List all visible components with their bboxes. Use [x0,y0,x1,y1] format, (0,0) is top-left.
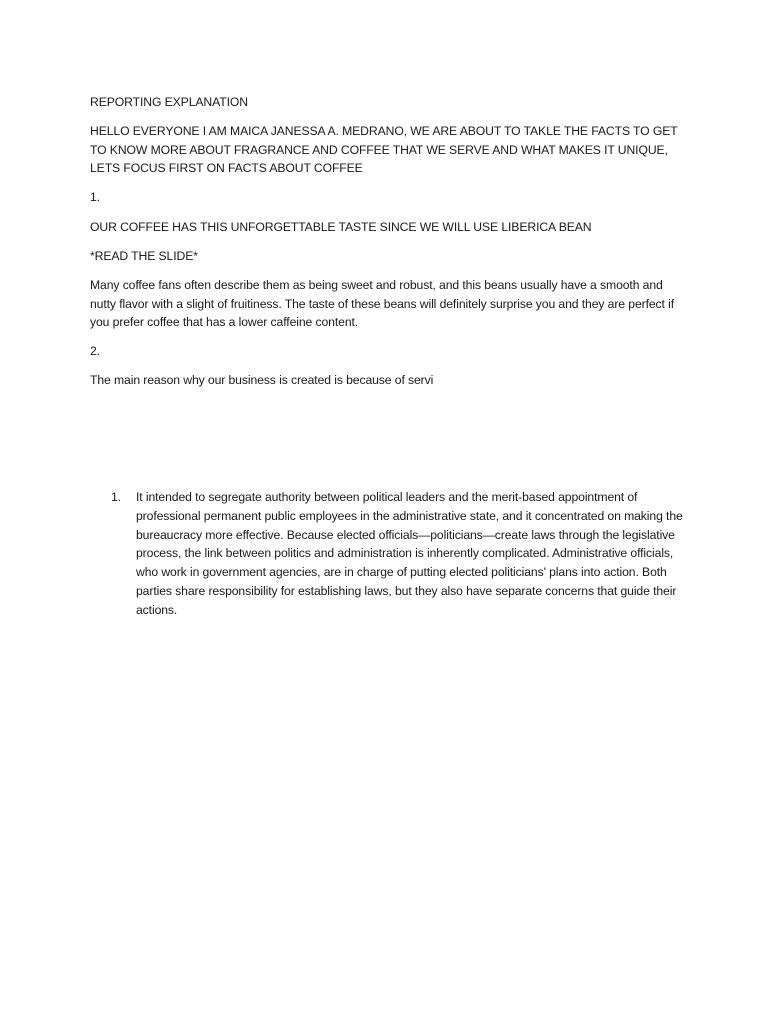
list-item [111,488,683,620]
coffee-description: Many coffee fans often describe them as being sweet and robust, and this beans usually have a smooth and nutty flavor with a slight of fruitiness. The taste of these beans will definitely surprise you and they are perfect if you prefer coffee that has a lower caffeine content. [90,278,675,330]
read-slide-note: *READ THE SLIDE* [90,249,198,263]
coffee-statement: OUR COFFEE HAS THIS UNFORGETTABLE TASTE SINCE WE WILL USE LIBERICA BEAN [90,220,592,234]
section-number-2: 2. [90,344,100,358]
intro-paragraph: HELLO EVERYONE I AM MAICA JANESSA A. MEDRANO, WE ARE ABOUT TO TAKLE THE FACTS TO GET TO KNOW MORE ABOUT FRAGRANCE AND COFFEE THAT WE SERVE AND WHAT MAKES IT UNIQUE, LETS FOCUS FIRST ON FACTS ABOUT COFFEE [90,124,678,176]
list-item-text: It intended to segregate authority between political leaders and the merit-based appointment of professional permanent public employees in the administrative state, and it concentrated on making the bureaucracy more effective. Because elected officials—politicians—create laws through the legislative process, the link between politics and administration is inherently complicated. Administrative officials, who work in government agencies, are in charge of putting elected politicians' plans into action. Both parties share responsibility for establishing laws, but they also have separate concerns that guide their actions. [136,490,683,617]
business-reason: The main reason why our business is created is because of servi [90,373,434,387]
document-heading: REPORTING EXPLANATION [90,95,248,109]
section-number-1: 1. [90,190,100,204]
numbered-list [111,488,683,620]
list-marker: 1. [111,490,121,504]
